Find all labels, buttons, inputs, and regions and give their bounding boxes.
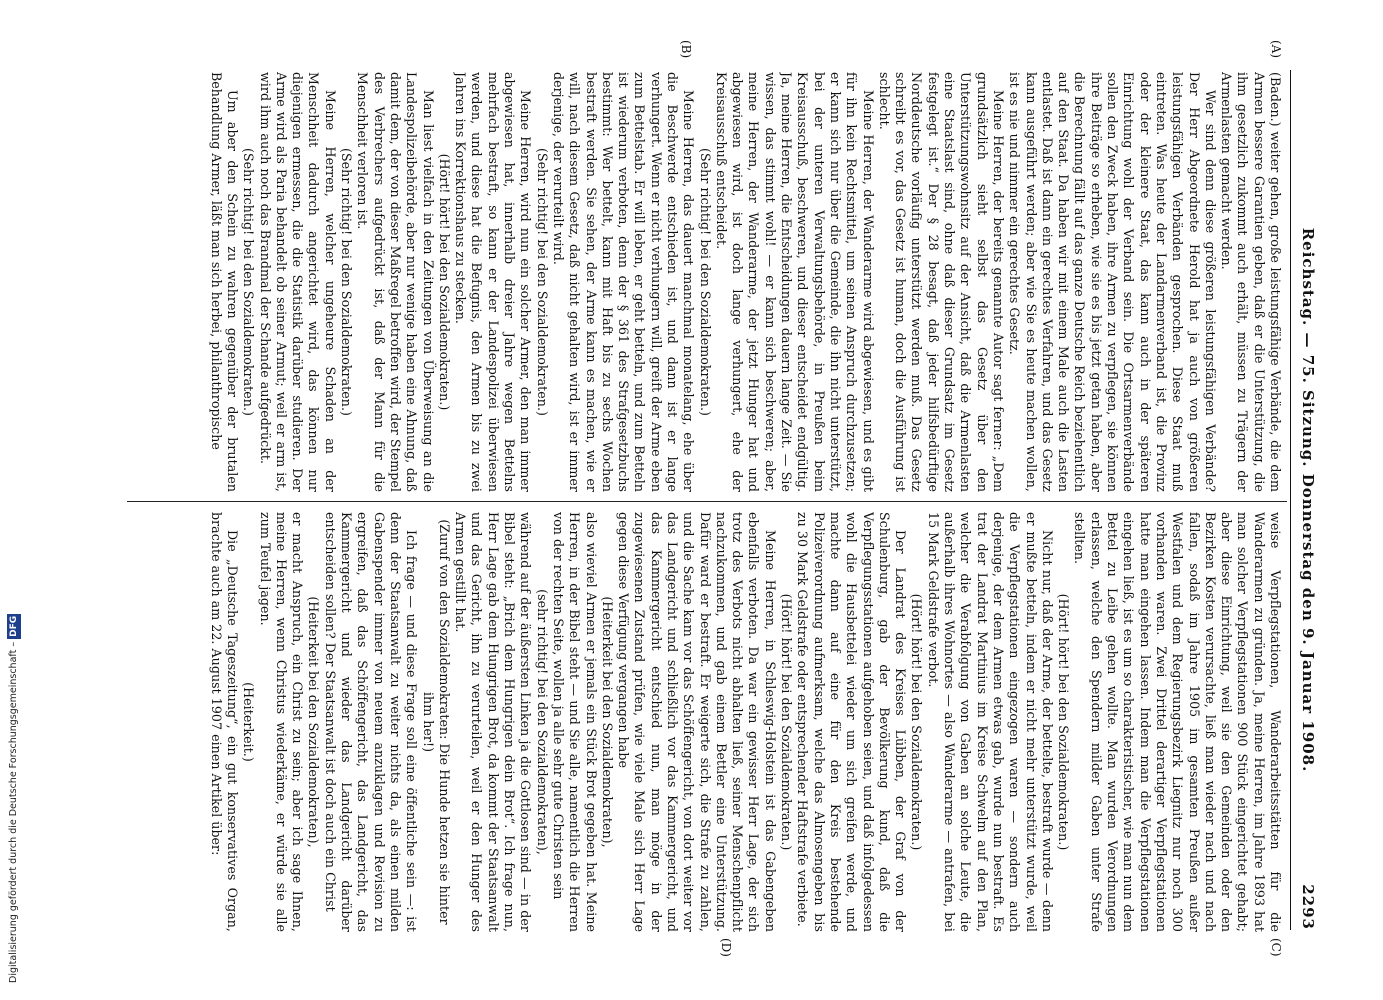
header-title: Reichstag. — 75. Sitzung. Donnerstag den 9. Januar 1908. <box>1299 227 1317 773</box>
digitization-credit <box>4 0 18 1000</box>
interjection: (Heiterkeit bei den Sozialdemokraten), <box>599 596 615 848</box>
interjection: (Zuruf von den Sozialdemokraten: Die Hunde hetzen sie hinter ihm her!) <box>420 519 452 925</box>
interjection: (Hört! hört! bei den Sozialdemokraten.) <box>436 153 452 411</box>
left-column <box>133 72 1283 492</box>
paragraph: Um aber den Schein zu wahren gegenüber der brutalen Behandlung Armer, läßt man sich herbei, philanthropische <box>208 72 240 492</box>
paragraph: Meine Herren, das dauert manchmal monatelang, ehe über die Beschwerde entschieden ist, und dann ist er lange verhungert. Wenn er nicht verhungern will, greift der Arme eben zum Bettelstab. Er will leben, er geht betteln, und zum Betteln ist wiederum verboten, denn der § 361 des Strafgesetzbuchs bestimmt: Wer bettelt, kann mit Haft bis zu sechs Wochen bestraft werden. Sie sehen, der Arme kann es machen, wie er will, nach diesem Gesetz, daß nicht gehalten wird, ist er immer derjenige, der verurteilt wird. <box>550 72 697 492</box>
paragraph: weise Verpflegstationen, Wanderarbeitsstätten für die Wanderarmen zu gründen. Ja, meine Herren, im Jahre 1893 hat man solcher Verpflegstationen 900 Stück eingerichtet gehabt; aber diese Einrichtung, weil sie den Gemeinden oder den Bezirken Kosten verursachte, ließ man wieder nach und nach fallen, sodaß im Jahre 1905 im gesamten Preußen außer Westfalen und dem Regierungsbezirk Liegnitz nur noch 300 vorhanden waren. Zwei Drittel derartiger Verpflegstationen hatte man eingehen lassen. Indem man die Verpflegstationen eingehen ließ, ist es um so charakteristischer, wie man nun dem Bettel zu Leibe gehen wollte. Man wurden Verordnungen erlassen, welche den Spendern milder Gaben unter Strafe stellten. <box>1072 512 1283 932</box>
paragraph: Meine Herren, der bereits genannte Autor sagt ferner: „Dem grundsätzlich sieht selbst das Gesetz über den Unterstützungswohnsitz auf der Ansicht, daß die Armenlasten eine Staatslast sind, ohne daß dieser Grundsatz im Gesetz festgelegt ist.“ Der § 28 besagt, daß jeder hilfsbedürftige Norddeutsche vorläufig unterstützt werden muß. Das Gesetz schreibt es vor, das Gesetz ist human, doch die Ausführung ist schlecht. <box>876 72 1006 492</box>
paragraph: also wieviel Armen er jemals ein Stück Brot gegeben hat. Meine Herren, in der Bibel steht — und Sie alle, namentlich die Herren von der rechten Seite, wollen ja alle sehr gute Christen sein <box>550 512 599 932</box>
paragraph: Meine Herren, welcher ungeheure Schaden an der Menschheit dadurch angerichtet wird, das können nur diejenigen ermessen, die die Statistik darüber studieren. Der Arme wird als Paria behandelt ob seiner Armut; weil er arm ist, wird ihm auch noch das Brandmal der Schande aufgedrückt. <box>257 72 338 492</box>
paragraph: Man liest vielfach in den Zeitungen von Überweisung an die Landespolizeibehörde, aber nur wenige haben eine Ahnung, daß damit dem, der von dieser Maßregel betroffen wird, der Stempel des Verbrechers aufgedrückt ist, daß der Mann für die Menschheit verloren ist. <box>355 72 436 492</box>
running-header <box>1293 70 1317 930</box>
paragraph: Der Landrat des Kreises Lübben, der Graf von der Schulenburg, gab der Bevölkerung kund, daß die Verpflegungsstationen aufgehoben seien, und daß infolgedessen wohl die Hausbettelei wieder um sich greifen werde, und machte dann auf eine für den Kreis bestehende Polizeiverordnung aufmerksam, welche das Almosengeben bis zu 30 Mark Geldstrafe oder entsprechender Haftstrafe verbiete. <box>795 512 909 932</box>
interjection: (Sehr richtig! bei den Sozialdemokraten.) <box>697 148 713 416</box>
interjection: (Heiterkeit bei den Sozialdemokraten), <box>306 596 322 848</box>
interjection: (Hört! hört! bei den Sozialdemokraten.) <box>909 593 925 851</box>
interjection: (Sehr richtig! bei den Sozialdemokraten.) <box>339 148 355 416</box>
page-number: 2293 <box>1299 884 1317 930</box>
paragraph: Meine Herren, der Wanderarme wird abgewiesen, und es gibt für ihn kein Rechtsmittel, um seinen Anspruch durchzusetzen; er kann sich nur über die Gemeinde, die ihn nicht unterstützt, bei der unteren Verwaltungsbehörde, in Preußen beim Kreisausschuß, beschweren, und dieser entscheidet endgültig. Ja, meine Herren, die Entscheidungen dauern lange Zeit. — Sie wissen, das stimmt wohl! — er kann sich beschweren; aber, meine Herren, der Wanderarme, der jetzt Hunger hat und abgewiesen wird, ist doch lange verhungert, ehe der Kreisausschuß entscheidet. <box>713 72 876 492</box>
interjection: (Heiterkeit.) <box>241 682 257 762</box>
credit-text: Digitalisierung gefördert durch die Deutsche Forschungsgemeinschaft – <box>8 641 19 983</box>
paragraph: Meine Herren, wird nun ein solcher Armer, den man immer abgewiesen hat, innerhalb dreier Jahre wegen Bettelns mehrfach bestraft, so kann er der Landespolizei überwiesen werden, und diese hat die Befugnis, den Armen bis zu zwei Jahren ins Korrektionshaus zu stecken. <box>453 72 534 492</box>
interjection: (Hört! hört! bei den Sozialdemokraten.) <box>779 593 795 851</box>
interjection: (Sehr richtig! bei den Sozialdemokraten.) <box>241 148 257 416</box>
margin-marker-b: (B) <box>679 40 693 59</box>
scanned-page <box>30 0 1383 1000</box>
margin-marker-c: (C) <box>1269 938 1283 957</box>
paragraph: Nicht nur, daß der Arme, der bettelte, bestraft wurde — denn er mußte betteln, indem er nicht mehr unterstützt wurde, weil die Verpflegstationen eingezogen waren — sondern auch derjenige, der dem Armen etwas gab, wurde nun bestraft. Es trat der Landrat Martinius im Kreise Schwelm auf den Plan, welcher die Verabfolgung von Gaben an solche Leute, die außerhalb ihres Wohnortes — also Wanderarme — antrafen, bei 15 Mark Geldstrafe verbot. <box>925 512 1055 932</box>
paragraph: Wer sind denn diese größeren leistungsfähigen Verbände? Der Herr Abgeordnete Herold hat ja auch von größeren leistungsfähigen Verbänden gesprochen. Diese Staat muß eintreten. Was heute der Landarmenverband ist, die Provinz oder der kleinere Staat, das kann auch in der späteren Einrichtung wohl der Verband sein. Die Ortsarmenverbände sollen den Zweck haben, ihre Armen zu verpflegen, sie können ihre Beiträge so erheben, wie sie es bis jetzt getan haben, aber die Berechnung fällt auf das ganze Deutsche Reich beziehentlich auf den Staat. Da haben wir mit einem Male auch die Lasten entlastet. Daß ist dann ein gerechtes Verfahren, und das Gesetz kann ausgeführt werden; aber wie Sie es heute machen wollen, ist es nie und nimmer ein gerechtes Gesetz. <box>1007 72 1218 492</box>
margin-marker-d: (D) <box>719 938 733 957</box>
header-rule <box>1290 70 1291 930</box>
interjection: (Sehr richtig! bei den Sozialdemokraten.) <box>534 148 550 416</box>
interjection: (sehr richtig! bei den Sozialdemokraten), <box>534 589 550 855</box>
paragraph: während auf der äußersten Linken ja die Gottlosen sind — in der Bibel steht: „Brich dem Hungrigen dein Brot“. Ich frage nun, Herr Lage gab dem Hungrigen Brot, da kommt der Staatsanwalt und das Gericht, ihn zu verurteilen, weil er den Hunger des Armen gestillt hat. <box>453 512 534 932</box>
dfg-logo: DFG <box>9 615 19 637</box>
right-column <box>133 512 1283 932</box>
paragraph: Ich frage — und diese Frage soll eine öffentliche sein —: ist denn der Staatsanwalt zu weiter nichts da, als einen milden Gabenspender immer von neuem anzuklagen und Revision zu ergreifen, daß das Schöffengericht, das Landgericht, das Kammergericht und wieder das Landgericht darüber entscheiden sollen? Der Staatsanwalt ist doch auch ein Christ <box>322 512 420 932</box>
paragraph: er macht Anspruch, ein Christ zu sein; aber ich sage Ihnen, meine Herren, wenn Christus wiederkäme, er würde sie alle zum Teufel jagen. <box>257 512 306 932</box>
paragraph: (Baden.) weiter gehen, große leistungsfähige Verbände, die dem Armen bessere Garantien geben, daß er die Unterstützung, die ihm gesetzlich zukommt auch erhält, müssen zu Trägern der Armenlasten gemacht werden. <box>1219 72 1283 492</box>
column-divider <box>127 501 1287 502</box>
paragraph: Meine Herren, in Schleswig-Holstein ist das Gabengeben ebenfalls verboten. Da war ein gewisser Herr Lage, der sich trotz des Verbots nicht abhalten ließ, seiner Menschenpflicht nachzukommen, und gab einem Bettler eine Unterstützung. Dafür ward er bestraft. Er weigerte sich, die Strafe zu zahlen, und die Sache kam vor das Schöffengericht, von dort weiter vor das Landgericht und schließlich vor das Kammergericht, und das Kammergericht entschied nun, man möge in der zugewiesenen Zustand prüfen, wie viele Male sich Herr Lage gegen diese Verfügung vergangen habe <box>616 512 778 932</box>
interjection: (Hört! hört! bei den Sozialdemokraten.) <box>1056 593 1072 851</box>
margin-marker-a: (A) <box>1269 40 1283 59</box>
paragraph: Die „Deutsche Tageszeitung“, ein gut konservatives Organ, brachte auch am 22. August 1907 einen Artikel über: <box>208 512 240 932</box>
